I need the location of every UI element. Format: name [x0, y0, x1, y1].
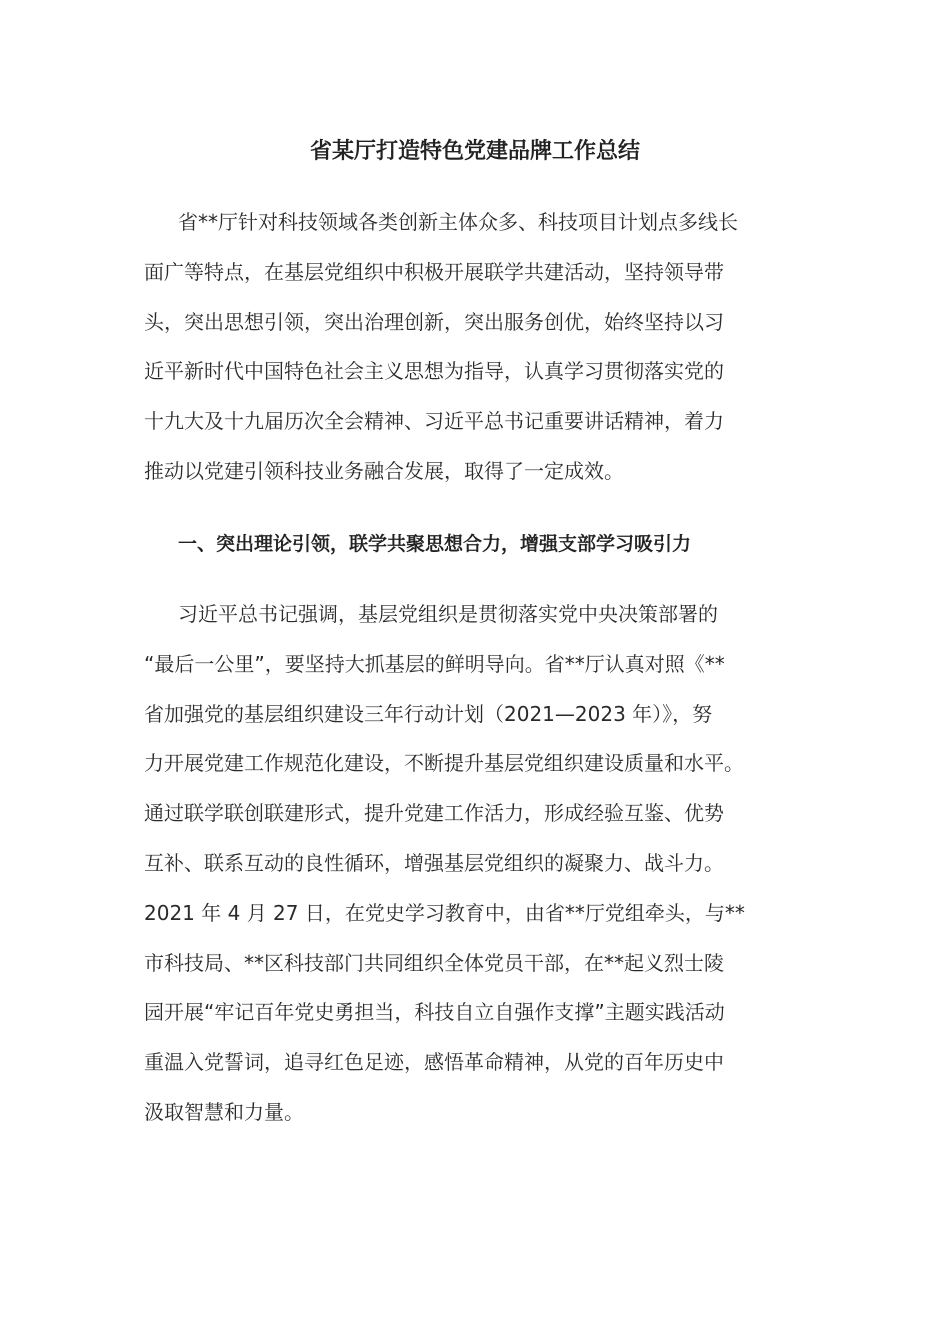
paragraph-line: 力开展党建工作规范化建设，不断提升基层党组织建设质量和水平。 [144, 751, 744, 776]
paragraph-line: 通过联学联创联建形式，提升党建工作活力，形成经验互鉴、优势 [144, 801, 724, 826]
paragraph-line: 市科技局、**区科技部门共同组织全体党员干部，在**起义烈士陵 [144, 950, 724, 975]
intro-paragraph [144, 198, 808, 497]
paragraph-line: 2021 年 4 月 27 日，在党史学习教育中，由省**厅党组牵头，与** [144, 900, 745, 925]
paragraph-line: 汲取智慧和力量。 [144, 1099, 304, 1124]
section-heading: 一、突出理论引领，联学共聚思想合力，增强支部学习吸引力 [178, 533, 692, 555]
paragraph-line: 重温入党誓词，追寻红色足迹，感悟革命精神，从党的百年历史中 [144, 1050, 724, 1075]
paragraph-line: 近平新时代中国特色社会主义思想为指导，认真学习贯彻落实党的 [144, 359, 724, 384]
paragraph-line: 习近平总书记强调，基层党组织是贯彻落实党中央决策部署的 [178, 602, 718, 626]
paragraph-line: 省加强党的基层组织建设三年行动计划（2021—2023 年）》，努 [144, 701, 713, 726]
paragraph-line: 省**厅针对科技领域各类创新主体众多、科技项目计划点多线长 [178, 210, 738, 234]
paragraph-line: 园开展“牢记百年党史勇担当，科技自立自强作支撑”主题实践活动 [144, 1000, 725, 1025]
paragraph-line: 头，突出思想引领，突出治理创新，突出服务创优，始终坚持以习 [144, 309, 724, 334]
paragraph-line: “最后一公里”，要坚持大抓基层的鲜明导向。省**厅认真对照《** [144, 651, 725, 676]
paragraph-line: 推动以党建引领科技业务融合发展，取得了一定成效。 [144, 458, 624, 483]
paragraph-line: 十九大及十九届历次全会精神、习近平总书记重要讲话精神，着力 [144, 409, 724, 434]
document-title: 省某厅打造特色党建品牌工作总结 [309, 139, 640, 164]
paragraph-line: 面广等特点，在基层党组织中积极开展联学共建活动，坚持领导带 [144, 259, 724, 284]
section-paragraph [144, 590, 808, 1138]
paragraph-line: 互补、联系互动的良性循环，增强基层党组织的凝聚力、战斗力。 [144, 850, 724, 875]
